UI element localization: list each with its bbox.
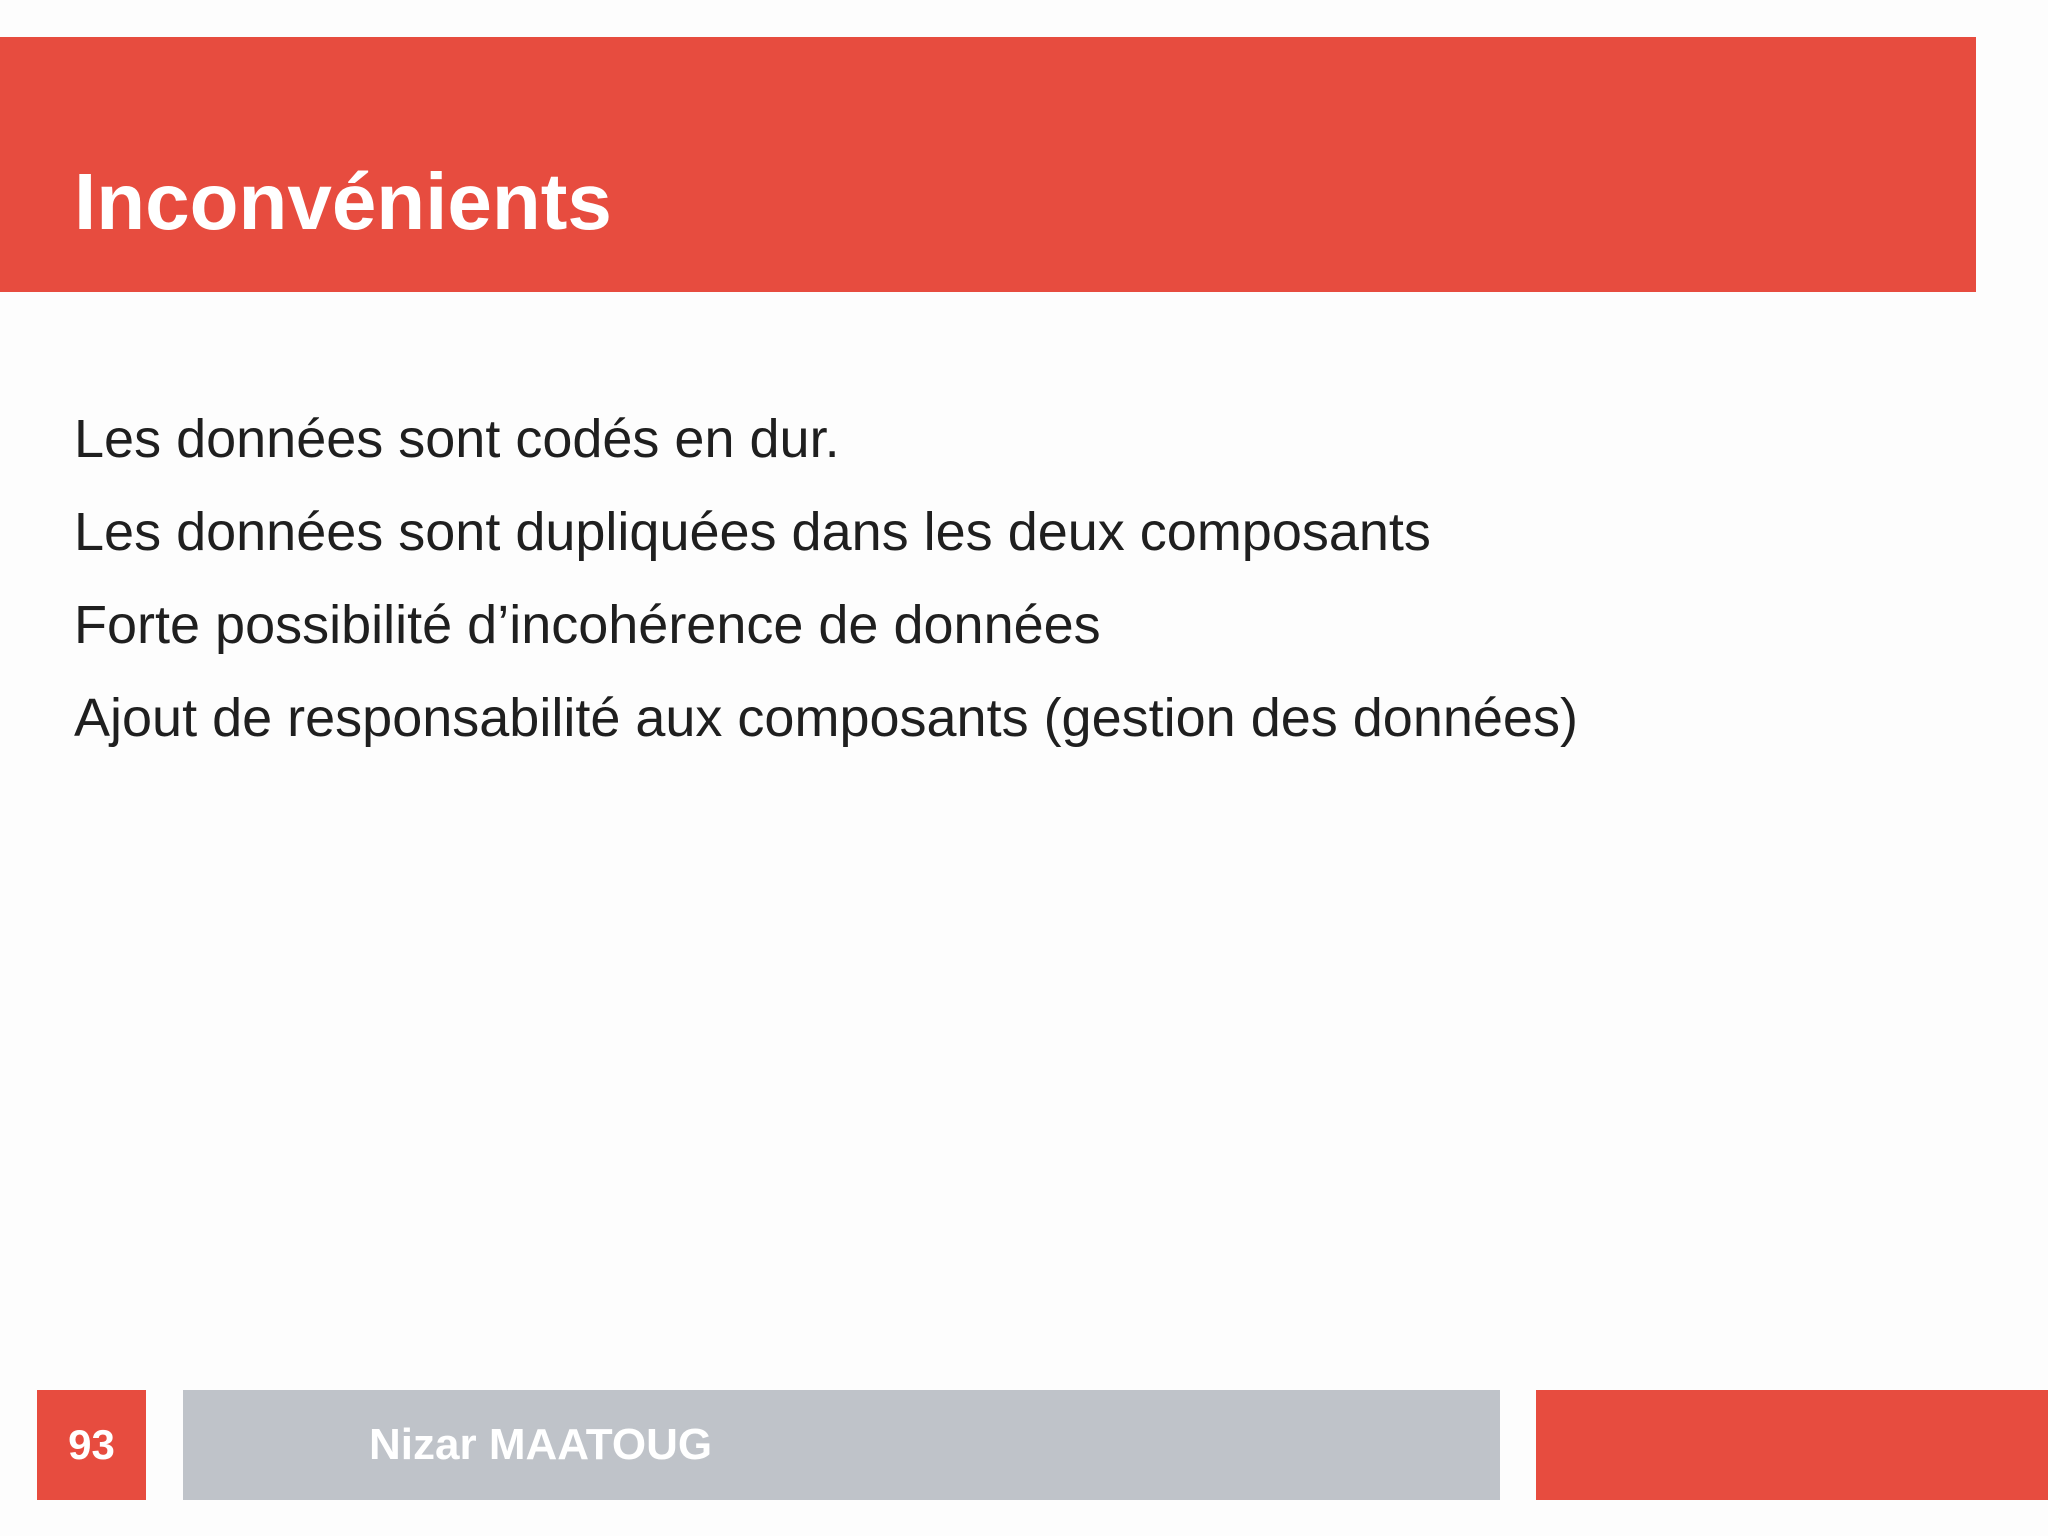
bullet-item: Les données sont dupliquées dans les deux composants	[74, 502, 1431, 562]
bullet-list	[74, 393, 1954, 765]
page-number: 93	[37, 1390, 146, 1500]
footer-accent-bar	[1536, 1390, 2048, 1500]
bullet-item: Ajout de responsabilité aux composants (gestion des données)	[74, 688, 1578, 748]
author-name: Nizar MAATOUG	[369, 1420, 713, 1469]
bullet-item: Forte possibilité d’incohérence de données	[74, 595, 1101, 655]
bullet-item: Les données sont codés en dur.	[74, 409, 840, 469]
slide-title: Inconvénients	[74, 157, 612, 246]
footer-author-bar	[183, 1390, 1500, 1500]
